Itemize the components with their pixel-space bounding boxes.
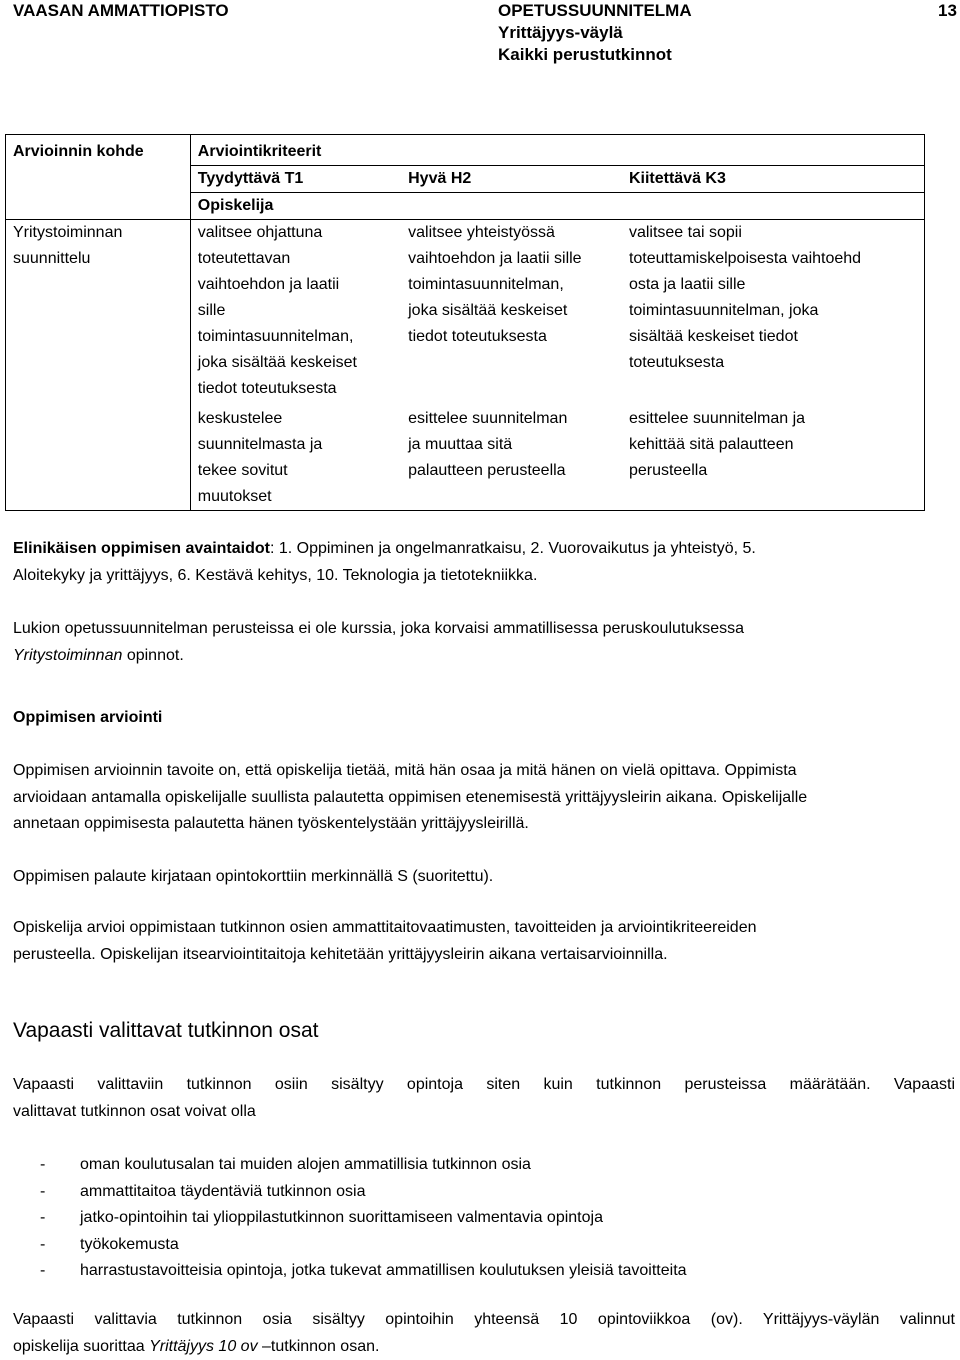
key-skills-label: Elinikäisen oppimisen avaintaidot xyxy=(13,540,270,557)
list-item: - oman koulutusalan tai muiden alojen ammatillisia tutkinnon osia xyxy=(40,1156,531,1173)
criteria-t1-row1: valitsee ohjattuna toteutettavan vaihtoehdon ja laatii sille toimintasuunnitelman, joka sisältää keskeiset tiedot toteutuksesta xyxy=(190,220,401,403)
criteria-h2-row2: esittelee suunnitelman ja muuttaa sitä palautteen perusteella xyxy=(401,402,622,511)
subject-label: Opiskelija xyxy=(190,193,924,220)
table-header-row xyxy=(6,135,925,166)
list-item: - harrastustavoitteisia opintoja, jotka tukevat ammatillisen koulutuksen yleisiä tavoitteita xyxy=(40,1262,687,1279)
school-name: VAASAN AMMATTIOPISTO xyxy=(13,1,229,20)
table-levels-row xyxy=(6,166,925,193)
assessment-criteria-table xyxy=(5,134,925,511)
list-item: - ammattitaitoa täydentäviä tutkinnon osia xyxy=(40,1182,366,1200)
level-h2: Hyvä H2 xyxy=(401,166,622,193)
document-title: OPETUSSUUNNITELMA xyxy=(498,1,692,20)
assessment-target: Yritystoiminnan suunnittelu xyxy=(6,220,191,511)
criteria-t1-row2: keskustelee suunnitelmasta ja tekee sovitut muutokset xyxy=(190,402,401,511)
assessment-paragraph-3: Opiskelija arvioi oppimistaan tutkinnon osien ammattitaitovaatimusten, tavoitteiden ja arviointikriteereiden perusteella. Opiskelijan itsearviointitaitoja kehitetään yrittäjyysleirin aikana vertaisarvioinnilla. xyxy=(13,919,757,963)
document-subtitle-1: Yrittäjyys-väylä xyxy=(498,23,623,42)
assessment-paragraph-1: Oppimisen arvioinnin tavoite on, että opiskelija tietää, mitä hän osaa ja mitä hänen on vielä opittava. Oppimista arvioidaan antamalla opiskelijalle suullista palautetta oppimisen etenemisestä yrittäjyysleirin aikana. Opiskelijalle annetaan oppimisesta palautetta hänen työskentelystään yrittäjyysleirillä. xyxy=(13,762,808,832)
criteria-h2-row1: valitsee yhteistyössä vaihtoehdon ja laatii sille toimintasuunnitelman, joka sisältää keskeiset tiedot toteutuksesta xyxy=(401,220,622,403)
list-item: - työkokemusta xyxy=(40,1235,179,1253)
assessment-paragraph-2: Oppimisen palaute kirjataan opintokorttiin merkinnällä S (suoritettu). xyxy=(13,868,494,885)
optional-intro: Vapaasti valittaviin tutkinnon osiin sisältyy opintoja siten kuin tutkinnon perusteissa määrätään. Vapaasti valittavat tutkinnon osat voivat olla xyxy=(13,1076,955,1120)
key-skills-paragraph: Elinikäisen oppimisen avaintaidot: 1. Oppiminen ja ongelmanratkaisu, 2. Vuorovaikutus ja yhteistyö, 5. Aloitekyky ja yrittäjyys, 6. Kestävä kehitys, 10. Teknologia ja tietotekniikka. xyxy=(13,540,756,584)
criteria-k3-row2: esittelee suunnitelman ja kehittää sitä palautteen perusteella xyxy=(622,402,925,511)
document-header xyxy=(498,0,692,66)
table-row xyxy=(6,220,925,403)
optional-modules-heading: Vapaasti valittavat tutkinnon osat xyxy=(13,1019,319,1042)
closing-paragraph: Vapaasti valittavia tutkinnon osia sisältyy opintoihin yhteensä 10 opintoviikkoa (ov). Yrittäjyys-väylän valinnut opiskelija suorittaa Yrittäjyys 10 ov –tutkinnon osan. xyxy=(13,1311,955,1355)
list-item: - jatko-opintoihin tai ylioppilastutkinnon suorittamiseen valmentavia opintoja xyxy=(40,1209,603,1226)
column-header-criteria: Arviointikriteerit xyxy=(190,135,924,166)
column-header-target: Arvioinnin kohde xyxy=(6,135,191,166)
level-t1: Tyydyttävä T1 xyxy=(190,166,401,193)
optional-modules-list xyxy=(13,1152,687,1285)
page-number: 13 xyxy=(938,1,957,20)
level-k3: Kiitettävä K3 xyxy=(622,166,925,193)
lukio-paragraph: Lukion opetussuunnitelman perusteissa ei ole kurssia, joka korvaisi ammatillisessa peruskoulutuksessa Yritystoiminnan opinnot. xyxy=(13,620,745,664)
criteria-k3-row1: valitsee tai sopii toteuttamiskelpoisesta vaihtoehd osta ja laatii sille toimintasuunnitelman, joka sisältää keskeiset tiedot toteutuksesta xyxy=(622,220,925,403)
document-subtitle-2: Kaikki perustutkinnot xyxy=(498,45,672,64)
assessment-heading: Oppimisen arviointi xyxy=(13,709,163,726)
table-subject-row xyxy=(6,193,925,220)
